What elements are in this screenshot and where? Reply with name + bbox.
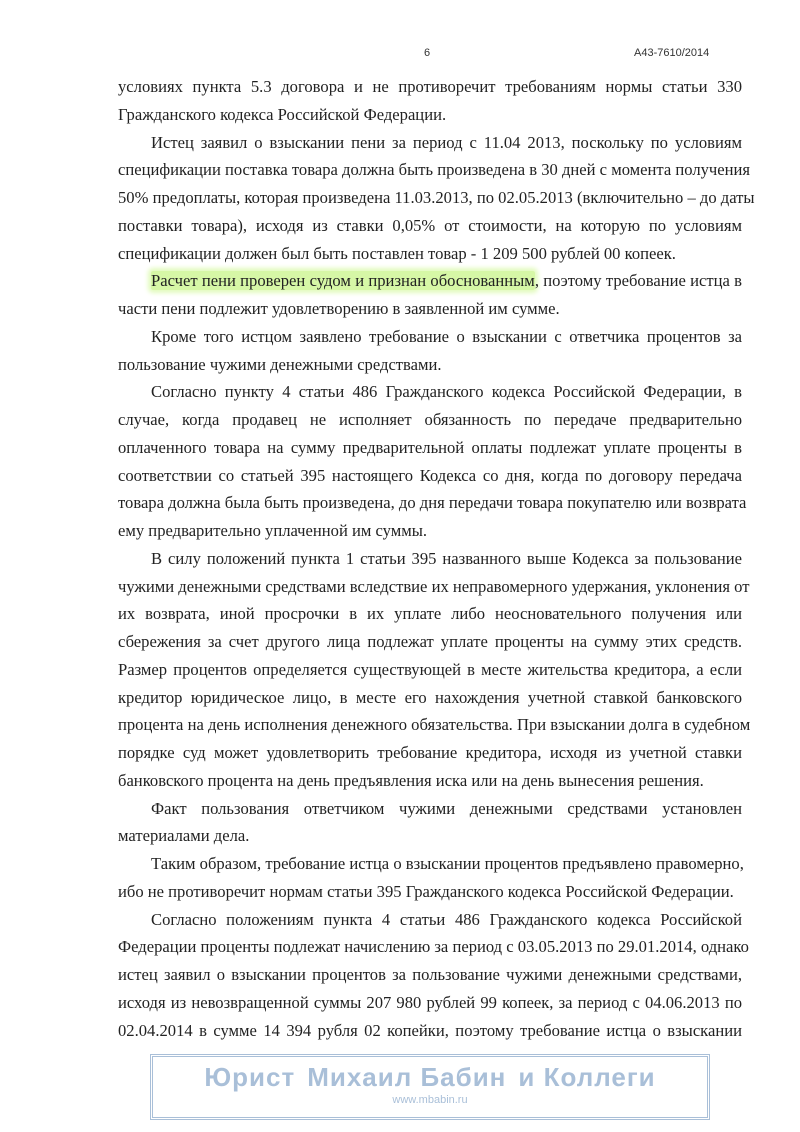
stamp-line: Михаил Бабин [307,1062,507,1092]
text-line: Факт пользования ответчиком чужими денежными средствами установлен [151,798,742,818]
text-line: 02.04.2014 в сумме 14 394 рубля 02 копейки, поэтому требование истца о взыскании [118,1020,742,1040]
text-line: товара должна была быть произведена, до дня передачи товара покупателю или возврата [118,493,747,513]
text-line: ибо не противоречит нормам статьи 395 Гражданского кодекса Российской Федерации. [118,881,734,901]
text-line: спецификации поставка товара должна быть произведена в 30 дней с момента получения [118,160,751,180]
text-line: сбережения за счет другого лица подлежат уплате проценты на сумму этих средств. [118,632,742,651]
case-number: А43-7610/2014 [634,47,710,59]
paragraph [118,850,742,906]
text-line: 50% предоплаты, которая произведена 11.03.2013, по 02.05.2013 (включительно – до даты [118,188,755,207]
text-line: чужими денежными средствами вследствие их неправомерного удержания, уклонения от [118,576,750,596]
text-line: Гражданского кодекса Российской Федерации. [118,104,447,124]
highlighted-text: Расчет пени проверен судом и признан обоснованным [151,271,535,291]
text-line: оплаченного товара на сумму предварительной оплаты подлежат уплате проценты в [118,437,742,457]
paragraph [118,323,742,379]
text-line: кредитор юридическое лицо, в месте его нахождения учетной ставкой банковского [118,687,742,707]
stamp-url: www.mbabin.ru [392,1094,468,1106]
document-body [118,73,755,1044]
text-line: пользование чужими денежными средствами. [118,354,442,374]
text-line: Согласно положениям пункта 4 статьи 486 Гражданского кодекса Российской [151,909,742,929]
watermark-stamp [150,1054,710,1120]
text-line: Таким образом, требование истца о взыскании процентов предъявлено правомерно, [151,854,744,873]
paragraph [118,378,747,545]
text-line: поставки товара), исходя из ставки 0,05% от стоимости, на которую по условиям [118,215,742,235]
text-line: материалами дела. [118,826,250,846]
text-line: банковского процента на день предъявления иска или на день вынесения решения. [118,770,704,790]
text-line: Размер процентов определяется существующей в месте жительства кредитора, а если [118,659,742,679]
text-line: Согласно пункту 4 статьи 486 Гражданского кодекса Российской Федерации, в [151,382,742,402]
paragraph [118,129,755,268]
text-line: ему предварительно уплаченной им суммы. [118,521,428,540]
text-line: истец заявил о взыскании процентов за пользование чужими денежными средствами, [118,965,742,984]
text-line: исходя из невозвращенной суммы 207 980 рублей 99 копеек, за период с 04.06.2013 по [118,992,742,1012]
text-span: , поэтому требование истца в [534,271,742,291]
text-line: Федерации проценты подлежат начислению за период с 03.05.2013 по 29.01.2014, однако [118,937,749,957]
text-line: условиях пункта 5.3 договора и не противоречит требованиям нормы статьи 330 [118,77,742,96]
stamp-line: Юрист [204,1062,296,1092]
text-line: порядке суд может удовлетворить требование кредитора, исходя из учетной ставки [118,743,742,762]
paragraph [118,545,751,795]
text-line: процента на день исполнения денежного обязательства. При взыскании долга в судебном [118,715,751,735]
text-line [118,267,742,295]
text-line: случае, когда продавец не исполняет обязанность по передаче предварительно [118,410,742,429]
text-line: их возврата, иной просрочки в их уплате либо неосновательного получения или [118,604,742,624]
text-line: Истец заявил о взыскании пени за период с 11.04 2013, поскольку по условиям [151,132,742,152]
page-number: 6 [424,47,431,59]
text-line: В силу положений пункта 1 статьи 395 названного выше Кодекса за пользование [151,548,742,568]
text-line: Кроме того истцом заявлено требование о взыскании с ответчика процентов за [151,326,742,346]
paragraph [118,267,742,323]
paragraph [118,906,749,1045]
stamp-line: и Коллеги [518,1062,656,1092]
stamp-title-row [153,1061,707,1093]
text-line: спецификации должен был быть поставлен товар - 1 209 500 рублей 00 копеек. [118,243,676,263]
paragraph [118,795,742,851]
text-line: части пени подлежит удовлетворению в заявленной им сумме. [118,299,560,318]
text-line: соответствии со статьей 395 настоящего Кодекса со дня, когда по договору передача [118,465,742,485]
paragraph [118,73,742,129]
